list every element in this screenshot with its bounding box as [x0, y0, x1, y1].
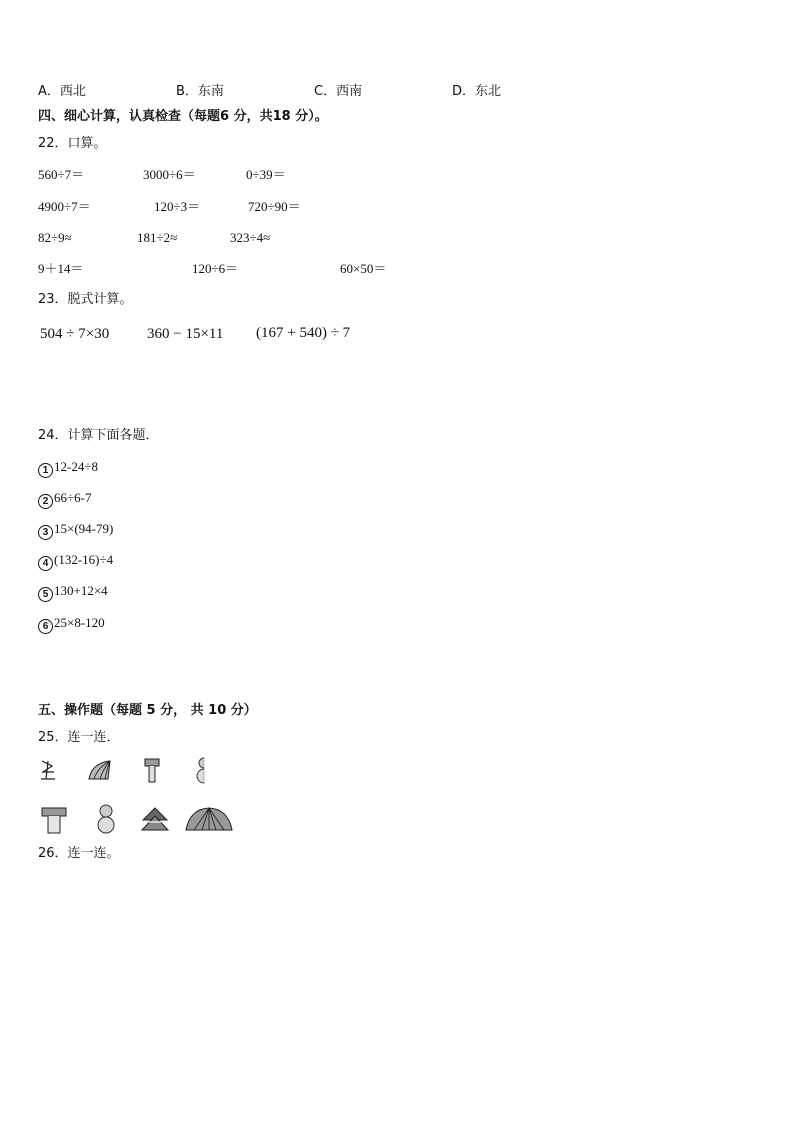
- q24-item: 5 130+12×4: [38, 583, 108, 602]
- q22-item: 0÷39＝: [246, 167, 286, 182]
- circled-number: 2: [38, 494, 53, 509]
- circled-number: 6: [38, 619, 53, 634]
- choice-d: D．东北: [452, 84, 502, 99]
- choice-c: C．西南: [314, 84, 363, 99]
- q23-expression: (167 + 540) ÷ 7: [256, 325, 351, 341]
- snowman-icon: [94, 803, 118, 835]
- q24-item: 2 66÷6-7: [38, 490, 91, 509]
- house-icon: [40, 805, 68, 835]
- circled-number: 5: [38, 587, 53, 602]
- q22-item: 120÷6＝: [192, 261, 239, 276]
- q24-item: 4 (132-16)÷4: [38, 552, 113, 571]
- q22-item: 181÷2≈: [137, 230, 178, 245]
- q24-item: 3 15×(94-79): [38, 521, 113, 540]
- q22-item: 82÷9≈: [38, 230, 72, 245]
- q22-item: 323÷4≈: [230, 230, 271, 245]
- q22-item: 720÷90＝: [248, 199, 301, 214]
- section-5-title: 五、操作题（每题 5 分， 共 10 分）: [38, 703, 257, 718]
- q26-label: 26．连一连。: [38, 846, 120, 861]
- q22-item: 9＋14＝: [38, 261, 84, 276]
- q22-item: 60×50＝: [340, 261, 387, 276]
- q24-item: 1 12-24÷8: [38, 459, 98, 478]
- q22-item: 4900÷7＝: [38, 199, 91, 214]
- q23-expression: 360 − 15×11: [147, 326, 224, 342]
- q25-label: 25．连一连．: [38, 730, 120, 745]
- circled-number: 4: [38, 556, 53, 571]
- q24-item: 6 25×8-120: [38, 615, 105, 634]
- q24-label: 24．计算下面各题．: [38, 428, 159, 443]
- half-umbrella-icon: [86, 757, 114, 783]
- q22-label: 22．口算。: [38, 136, 107, 151]
- q22-item: 3000÷6＝: [143, 167, 196, 182]
- half-house-icon: [143, 757, 163, 785]
- q22-item: 120÷3＝: [154, 199, 201, 214]
- q23-label: 23．脱式计算。: [38, 292, 133, 307]
- half-figure-icon: [38, 757, 58, 785]
- circled-number: 3: [38, 525, 53, 540]
- tree-icon: [140, 806, 170, 834]
- circled-number: 1: [38, 463, 53, 478]
- section-4-title: 四、细心计算，认真检查（每题6 分，共18 分）。: [38, 109, 328, 124]
- q23-expression: 504 ÷ 7×30: [40, 326, 110, 342]
- q22-item: 560÷7＝: [38, 167, 85, 182]
- umbrella-icon: [184, 806, 234, 832]
- choice-a: A．西北: [38, 84, 86, 99]
- choice-b: B．东南: [176, 84, 224, 99]
- half-snowman-icon: [194, 755, 210, 785]
